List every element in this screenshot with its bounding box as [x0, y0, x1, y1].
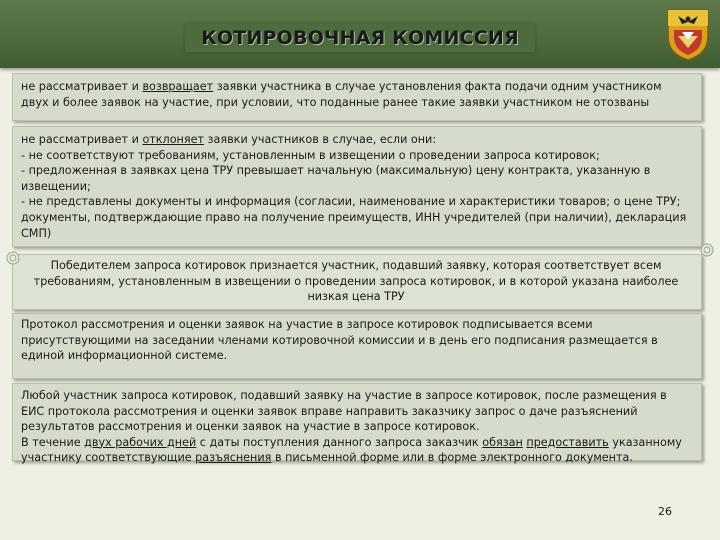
- rule-reject-applications: [12, 126, 702, 247]
- protocol-text: Протокол рассмотрения и оценки заявок на участие в запросе котировок подписывается всеми присутствующими на заседании членами котировочной комиссии и в день его подписания размещается в единой информационной системе.: [21, 318, 658, 363]
- winner-definition-scroll: [12, 254, 702, 310]
- reject-reason: - не представлены документы и информация (согласии, наименование и характеристики товаров; о цене ТРУ; документы, подтверждающие право на получение преимуществ, ИНН учредителей (при наличии), декларация СМП): [21, 195, 687, 240]
- rule-return-applications: [12, 73, 702, 121]
- underlined-term: предоставить: [526, 435, 609, 449]
- text-fragment: не рассматривает и: [21, 133, 143, 146]
- page-number: 26: [658, 505, 672, 518]
- header-bar: [0, 0, 720, 68]
- text-fragment: заявки участника в случае установления факта подачи одним участником двух и более заявок на участие, при условии, что поданные ранее такие заявки участником не отозваны: [21, 80, 662, 109]
- underlined-term: возвращает: [142, 80, 214, 93]
- protocol-publication: [12, 313, 702, 379]
- text-fragment: с даты поступления данного запроса заказчик: [196, 435, 483, 449]
- clarification-request: [12, 383, 702, 465]
- scroll-curl-icon: [698, 241, 716, 259]
- scroll-curl-icon: [4, 249, 22, 267]
- text-fragment: в письменной форме или в форме электронного документа.: [271, 451, 633, 465]
- clarification-paragraph: Любой участник запроса котировок, подавший заявку на участие в запросе котировок, после размещения в ЕИС протокола рассмотрения и оценки заявок вправе направить заказчику запрос о даче разъяснений результатов рассмотрения и оценки заявок на участие в запросе котировок.: [21, 389, 667, 434]
- rule-intro: [21, 132, 691, 148]
- page-title: КОТИРОВОЧНАЯ КОМИССИЯ: [185, 24, 535, 52]
- coat-of-arms-icon: [664, 6, 712, 62]
- underlined-term: двух рабочих дней: [84, 435, 197, 449]
- clarification-deadline: [21, 435, 691, 466]
- text-fragment: заявки участников в случае, если они:: [204, 133, 437, 146]
- underlined-term: обязан: [482, 435, 523, 449]
- reject-reason: - не соответствуют требованиям, установленным в извещении о проведении запроса котировок;: [21, 148, 600, 162]
- text-fragment: В течение: [21, 435, 85, 449]
- text-fragment: не рассматривает и: [21, 80, 143, 93]
- reject-reason: - предложенная в заявках цена ТРУ превышает начальную (максимальную) цену контракта, указанную в извещении;: [21, 164, 651, 193]
- winner-text: Победителем запроса котировок признается участник, подавший заявку, которая соответствует всем требованиям, установленным в извещении о проведении запроса котировок, и в которой указана наиболее низкая цена ТРУ: [33, 259, 679, 304]
- text-fragment: указанному участнику соответствующие: [21, 435, 682, 465]
- underlined-term: разъяснения: [195, 451, 272, 465]
- underlined-term: отклоняет: [142, 133, 204, 146]
